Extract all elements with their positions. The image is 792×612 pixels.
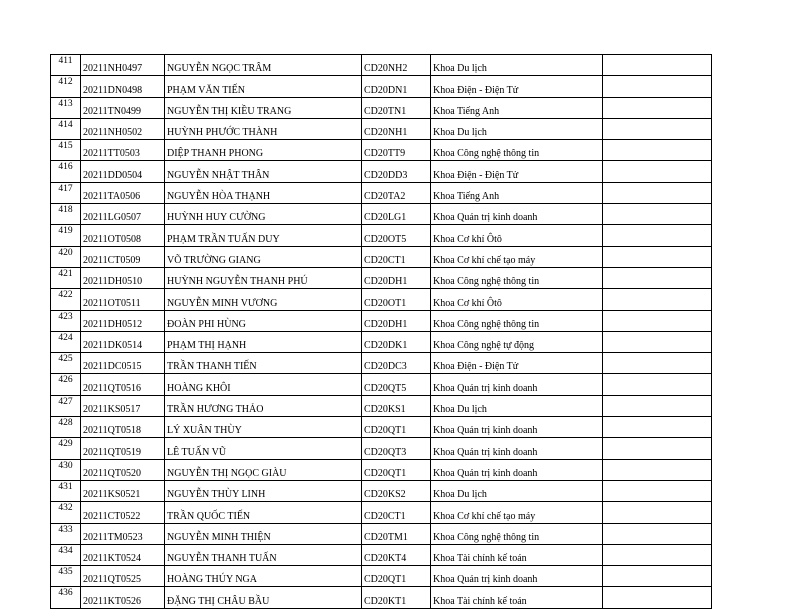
student-id: 20211DH0512 [81,310,165,331]
note-cell [603,97,712,118]
row-number: 426 [51,374,81,395]
note-cell [603,544,712,565]
class-code: CD20NH2 [362,55,431,76]
class-code: CD20QT1 [362,417,431,438]
student-id: 20211DC0515 [81,353,165,374]
class-code: CD20KS2 [362,480,431,501]
row-number: 424 [51,331,81,352]
student-id: 20211TM0523 [81,523,165,544]
department: Khoa Cơ khí chế tạo máy [431,246,603,267]
row-number: 435 [51,566,81,587]
table-row [51,161,712,182]
note-cell [603,502,712,523]
row-number: 428 [51,417,81,438]
class-code: CD20DH1 [362,310,431,331]
class-code: CD20NH1 [362,118,431,139]
class-code: CD20DK1 [362,331,431,352]
student-name: PHẠM THỊ HẠNH [165,331,362,352]
class-code: CD20KT4 [362,544,431,565]
student-id: 20211DH0510 [81,267,165,288]
student-id: 20211QT0520 [81,459,165,480]
note-cell [603,225,712,246]
table-row [51,246,712,267]
department: Khoa Du lịch [431,118,603,139]
class-code: CD20LG1 [362,204,431,225]
student-name: LÝ XUÂN THÙY [165,417,362,438]
department: Khoa Tài chính kế toán [431,544,603,565]
student-name: NGUYỄN HÒA THẠNH [165,182,362,203]
row-number: 422 [51,289,81,310]
row-number: 421 [51,267,81,288]
row-number: 411 [51,55,81,76]
note-cell [603,587,712,608]
note-cell [603,566,712,587]
row-number: 433 [51,523,81,544]
department: Khoa Công nghệ thông tin [431,267,603,288]
student-name: HUỲNH PHƯỚC THÀNH [165,118,362,139]
note-cell [603,182,712,203]
class-code: CD20TM1 [362,523,431,544]
row-number: 427 [51,395,81,416]
student-name: NGUYỄN MINH VƯƠNG [165,289,362,310]
department: Khoa Tài chính kế toán [431,587,603,608]
table-row [51,118,712,139]
row-number: 429 [51,438,81,459]
table-row [51,544,712,565]
table-row [51,182,712,203]
department: Khoa Tiếng Anh [431,182,603,203]
table-row [51,395,712,416]
student-name: NGUYỄN THỊ NGỌC GIÀU [165,459,362,480]
department: Khoa Quản trị kinh doanh [431,438,603,459]
student-id: 20211OT0511 [81,289,165,310]
class-code: CD20CT1 [362,246,431,267]
note-cell [603,374,712,395]
student-name: NGUYỄN THÙY LINH [165,480,362,501]
student-id: 20211QT0518 [81,417,165,438]
department: Khoa Công nghệ thông tin [431,310,603,331]
table-row [51,55,712,76]
row-number: 419 [51,225,81,246]
student-id: 20211TA0506 [81,182,165,203]
student-id: 20211TN0499 [81,97,165,118]
student-name: HUỲNH NGUYỄN THANH PHÚ [165,267,362,288]
row-number: 431 [51,480,81,501]
note-cell [603,331,712,352]
table-row [51,289,712,310]
table-row [51,353,712,374]
student-name: HOÀNG KHÔI [165,374,362,395]
student-id: 20211DK0514 [81,331,165,352]
note-cell [603,55,712,76]
department: Khoa Công nghệ thông tin [431,140,603,161]
row-number: 418 [51,204,81,225]
student-id: 20211KT0526 [81,587,165,608]
department: Khoa Công nghệ thông tin [431,523,603,544]
student-name: NGUYỄN NGỌC TRÂM [165,55,362,76]
row-number: 417 [51,182,81,203]
student-id: 20211NH0497 [81,55,165,76]
row-number: 425 [51,353,81,374]
department: Khoa Điện - Điện Tử [431,353,603,374]
table-row [51,587,712,608]
student-id: 20211QT0525 [81,566,165,587]
note-cell [603,417,712,438]
student-id: 20211KS0521 [81,480,165,501]
class-code: CD20CT1 [362,502,431,523]
row-number: 413 [51,97,81,118]
class-code: CD20TA2 [362,182,431,203]
table-row [51,566,712,587]
table-row [51,438,712,459]
department: Khoa Quản trị kinh doanh [431,374,603,395]
student-id: 20211KS0517 [81,395,165,416]
row-number: 416 [51,161,81,182]
class-code: CD20TT9 [362,140,431,161]
student-id: 20211QT0516 [81,374,165,395]
student-name: HUỲNH HUY CƯỜNG [165,204,362,225]
department: Khoa Quản trị kinh doanh [431,566,603,587]
student-name: PHẠM VĂN TIẾN [165,76,362,97]
student-name: HOÀNG THÚY NGA [165,566,362,587]
row-number: 414 [51,118,81,139]
student-name: NGUYỄN NHẬT THÂN [165,161,362,182]
student-name: ĐẶNG THỊ CHÂU BẦU [165,587,362,608]
student-id: 20211QT0519 [81,438,165,459]
department: Khoa Cơ khí chế tạo máy [431,502,603,523]
note-cell [603,395,712,416]
note-cell [603,140,712,161]
department: Khoa Cơ khí Ôtô [431,225,603,246]
table-row [51,331,712,352]
class-code: CD20QT1 [362,566,431,587]
row-number: 436 [51,587,81,608]
student-name: NGUYỄN THỊ KIỀU TRANG [165,97,362,118]
row-number: 415 [51,140,81,161]
student-id: 20211DD0504 [81,161,165,182]
student-name: ĐOÀN PHI HÙNG [165,310,362,331]
department: Khoa Quản trị kinh doanh [431,459,603,480]
table-row [51,76,712,97]
note-cell [603,438,712,459]
note-cell [603,161,712,182]
student-name: NGUYỄN MINH THIỆN [165,523,362,544]
table-row [51,204,712,225]
note-cell [603,204,712,225]
student-id: 20211CT0509 [81,246,165,267]
student-name: TRẦN HƯƠNG THẢO [165,395,362,416]
table-row [51,417,712,438]
note-cell [603,353,712,374]
table-row [51,523,712,544]
department: Khoa Du lịch [431,480,603,501]
student-name: PHẠM TRẦN TUẤN DUY [165,225,362,246]
table-row [51,459,712,480]
department: Khoa Công nghệ tự động [431,331,603,352]
note-cell [603,76,712,97]
note-cell [603,480,712,501]
note-cell [603,310,712,331]
student-roster-table [50,54,712,609]
note-cell [603,523,712,544]
row-number: 420 [51,246,81,267]
class-code: CD20DC3 [362,353,431,374]
class-code: CD20QT5 [362,374,431,395]
student-name: TRẦN THANH TIẾN [165,353,362,374]
class-code: CD20QT1 [362,459,431,480]
note-cell [603,267,712,288]
row-number: 434 [51,544,81,565]
table-row [51,502,712,523]
row-number: 412 [51,76,81,97]
student-id: 20211LG0507 [81,204,165,225]
class-code: CD20QT3 [362,438,431,459]
student-name: LÊ TUẤN VŨ [165,438,362,459]
class-code: CD20KS1 [362,395,431,416]
department: Khoa Quản trị kinh doanh [431,204,603,225]
student-id: 20211NH0502 [81,118,165,139]
row-number: 432 [51,502,81,523]
note-cell [603,246,712,267]
row-number: 423 [51,310,81,331]
row-number: 430 [51,459,81,480]
student-name: NGUYỄN THANH TUẤN [165,544,362,565]
department: Khoa Quản trị kinh doanh [431,417,603,438]
student-id: 20211DN0498 [81,76,165,97]
class-code: CD20DH1 [362,267,431,288]
class-code: CD20DN1 [362,76,431,97]
table-row [51,267,712,288]
table-row [51,225,712,246]
class-code: CD20OT1 [362,289,431,310]
table-row [51,140,712,161]
note-cell [603,118,712,139]
table-row [51,97,712,118]
department: Khoa Du lịch [431,395,603,416]
class-code: CD20KT1 [362,587,431,608]
department: Khoa Tiếng Anh [431,97,603,118]
roster-body [51,55,712,609]
department: Khoa Điện - Điện Tử [431,76,603,97]
class-code: CD20TN1 [362,97,431,118]
table-row [51,374,712,395]
department: Khoa Cơ khí Ôtô [431,289,603,310]
department: Khoa Điện - Điện Tử [431,161,603,182]
student-id: 20211KT0524 [81,544,165,565]
student-name: VÕ TRƯỜNG GIANG [165,246,362,267]
student-name: DIỆP THANH PHONG [165,140,362,161]
student-id: 20211CT0522 [81,502,165,523]
table-row [51,310,712,331]
class-code: CD20OT5 [362,225,431,246]
student-id: 20211OT0508 [81,225,165,246]
note-cell [603,459,712,480]
student-name: TRẦN QUỐC TIẾN [165,502,362,523]
class-code: CD20DD3 [362,161,431,182]
student-id: 20211TT0503 [81,140,165,161]
note-cell [603,289,712,310]
table-row [51,480,712,501]
department: Khoa Du lịch [431,55,603,76]
